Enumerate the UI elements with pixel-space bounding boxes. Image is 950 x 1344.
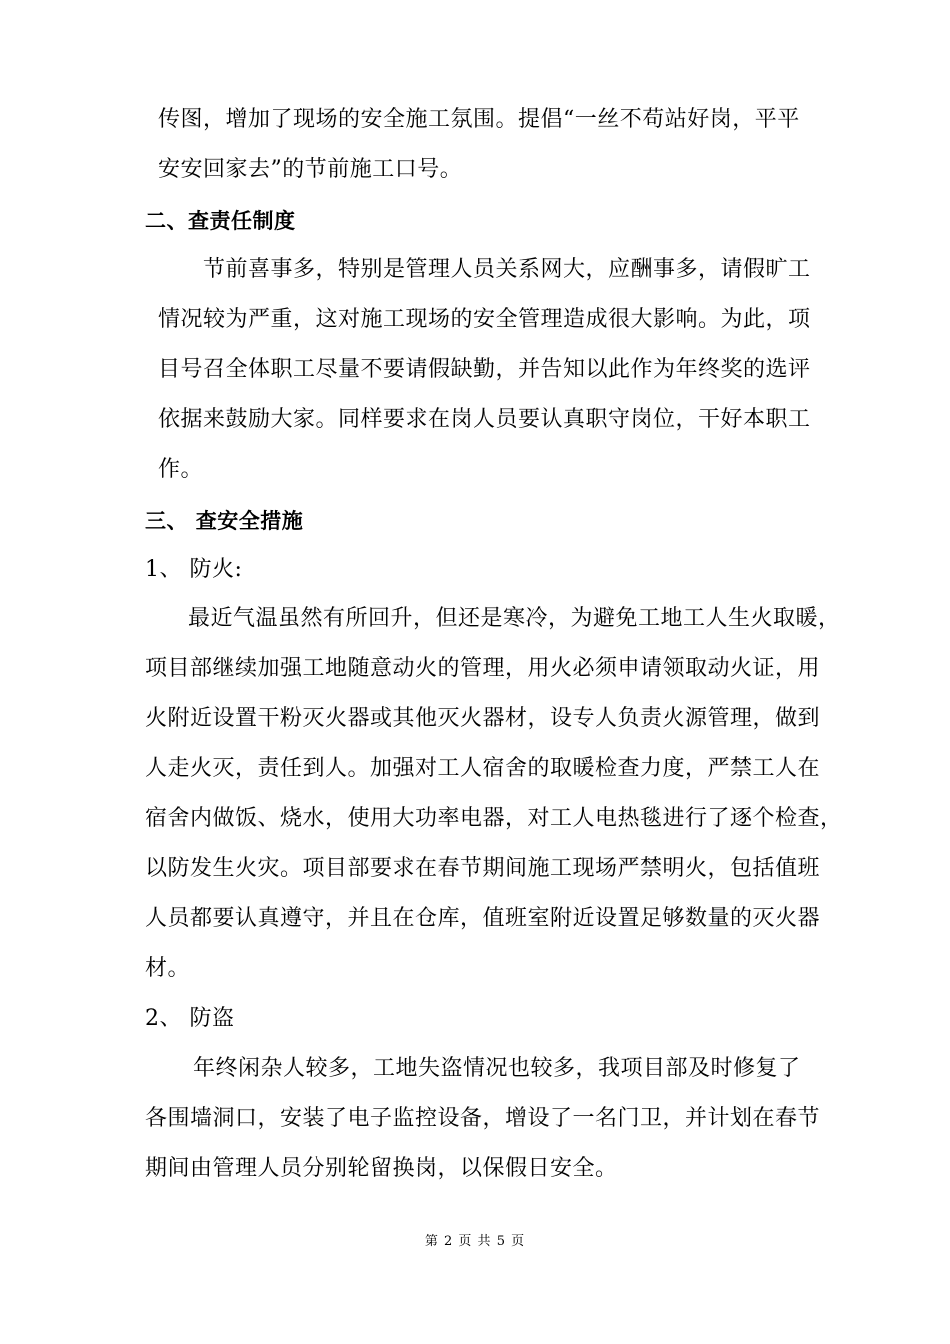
- section-heading: 三、 查安全措施: [145, 509, 304, 533]
- paragraph-line: 项目部继续加强工地随意动火的管理，用火必须申请领取动火证，用: [145, 656, 821, 681]
- subsection-heading: 1、 防火:: [145, 557, 243, 582]
- paragraph-line: 目号召全体职工尽量不要请假缺勤，并告知以此作为年终奖的选评: [158, 357, 811, 382]
- paragraph-line: 期间由管理人员分别轮留换岗，以保假日安全。: [145, 1156, 618, 1181]
- paragraph-line: 作。: [158, 457, 204, 482]
- paragraph-line: 以防发生火灾。项目部要求在春节期间施工现场严禁明火，包括值班: [145, 856, 821, 881]
- paragraph-line: 材。: [145, 956, 191, 981]
- paragraph-line: 依据来鼓励大家。同样要求在岗人员要认真职守岗位，干好本职工: [158, 407, 811, 432]
- paragraph-line: 人走火灭，责任到人。加强对工人宿舍的取暖检查力度，严禁工人在: [145, 756, 821, 781]
- paragraph-line: 人员都要认真遵守，并且在仓库，值班室附近设置足够数量的灭火器: [145, 906, 821, 931]
- paragraph-line: 年终闲杂人较多，工地失盗情况也较多，我项目部及时修复了: [193, 1056, 801, 1081]
- subsection-heading: 2、 防盗: [145, 1006, 235, 1031]
- paragraph-line: 各围墙洞口，安装了电子监控设备，增设了一名门卫，并计划在春节: [145, 1106, 821, 1131]
- page-number-footer: 第 2 页 共 5 页: [424, 1234, 526, 1249]
- paragraph-line: 火附近设置干粉灭火器或其他灭火器材，设专人负责火源管理，做到: [145, 706, 821, 731]
- paragraph-line: 宿舍内做饭、烧水，使用大功率电器，对工人电热毯进行了逐个检查，: [145, 806, 843, 831]
- paragraph-line: 最近气温虽然有所回升，但还是寒冷，为避免工地工人生火取暖，: [188, 606, 841, 631]
- section-heading: 二、查责任制度: [145, 209, 296, 233]
- paragraph-line: 传图，增加了现场的安全施工氛围。提倡“一丝不苟站好岗，平平: [158, 107, 800, 132]
- paragraph-line: 节前喜事多，特别是管理人员关系网大，应酬事多，请假旷工: [203, 257, 811, 282]
- paragraph-line: 情况较为严重，这对施工现场的安全管理造成很大影响。为此，项: [158, 307, 811, 332]
- paragraph-line: 安安回家去”的节前施工口号。: [158, 157, 463, 182]
